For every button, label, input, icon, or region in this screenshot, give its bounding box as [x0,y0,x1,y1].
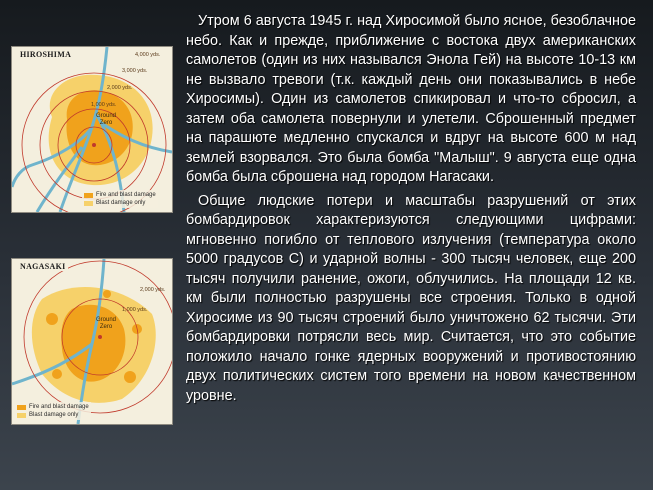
ground-zero-marker [98,335,102,339]
ground-zero-label: Ground Zero [96,317,117,330]
legend-blast: Blast damage only [17,411,89,419]
hiroshima-map-graphic [12,47,172,212]
slide-text [186,12,636,410]
hiroshima-damage-map [11,46,173,213]
nagasaki-legend [15,402,91,420]
nagasaki-map-title: NAGASAKI [20,262,66,271]
hiroshima-map-title: HIROSHIMA [20,50,72,59]
legend-fire: Fire and blast damage [84,191,156,199]
nagasaki-map-graphic [12,259,172,424]
ring-label-1000: 1,000 yds. [91,102,117,108]
paragraph-hiroshima-morning: Утром 6 августа 1945 г. над Хиросимой было ясное, безоблачное небо. Как и прежде, приближение с востока двух американских самолетов (один из них назывался Энола Гей) на высоте 10-13 км не вызвало тревоги (т.к. каждый день они показывались в небе Хиросимы). Один из самолетов спикировал и что-то сбросил, а затем оба самолета повернули и улетели. Сброшенный предмет на парашюте медленно спускался и вдруг на высоте 600 м над землей взорвался. Это была бомба "Малыш". 9 августа еще одна бомба была сброшена над городом Нагасаки. [186,13,636,185]
ground-zero-marker [92,143,96,147]
paragraph-casualties: Общие людские потери и масштабы разрушений от этих бомбардировок характеризуются следующими цифрами: мгновенно погибло от теплового излучения (температура около 5000 градусов С) и ударной волны - 300 тысяч человек, еще 200 тысяч получили ранение, ожоги, облучились. На площади 12 кв. км были полностью разрушены все строения. Только в одной Хиросиме из 90 тысяч строений было уничтожено 62 тысячи. Эти бомбардировки потрясли весь мир. Считается, что это событие положило начало гонке ядерных вооружений и противостоянию двух политических систем того времени на новом качественном уровне. [186,192,636,404]
ring-label-4000: 4,000 yds. [135,52,161,58]
nagasaki-damage-map [11,258,173,425]
ground-zero-label: Ground Zero [96,113,117,126]
ring-label-2000: 2,000 yds. [140,287,166,293]
legend-fire: Fire and blast damage [17,403,89,411]
ring-label-1000: 1,000 yds. [122,307,148,313]
hiroshima-legend [82,190,158,208]
ring-label-3000: 3,000 yds. [122,68,148,74]
ring-label-2000: 2,000 yds. [107,85,133,91]
legend-blast: Blast damage only [84,199,156,207]
